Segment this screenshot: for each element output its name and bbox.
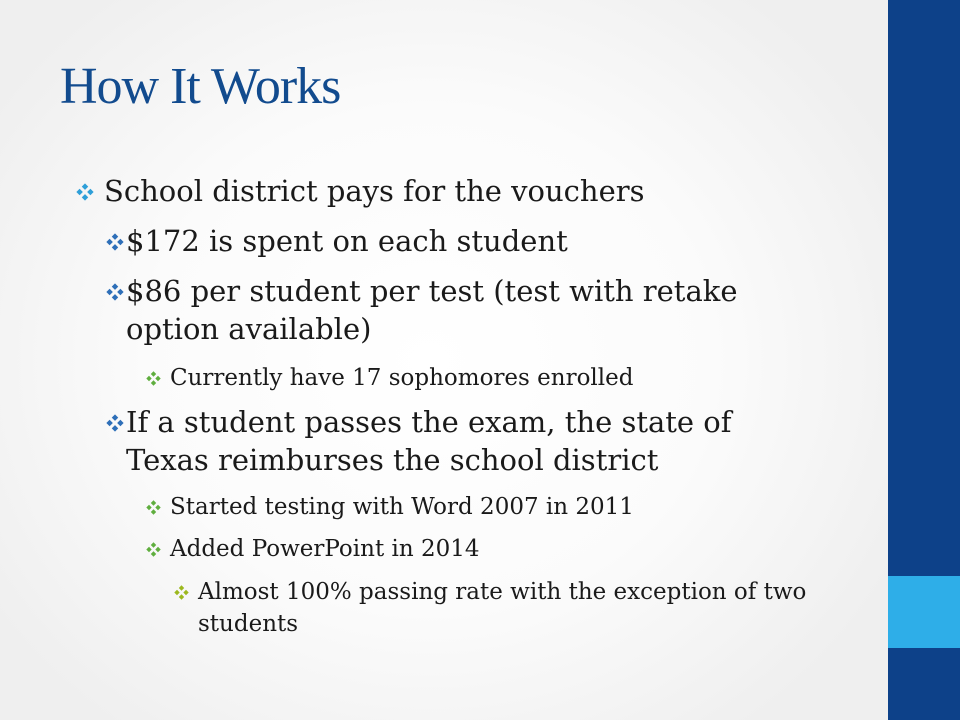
bullet-item-level-3 — [144, 362, 844, 394]
bullet-item-level-3 — [144, 533, 844, 565]
bullet-item-level-4 — [172, 576, 832, 640]
bullet-text: $86 per student per test (test with retake option available) — [126, 274, 738, 346]
bullet-item-level-3 — [144, 491, 844, 523]
diamond-bullet-icon — [172, 576, 198, 608]
bullet-text: Added PowerPoint in 2014 — [170, 536, 480, 562]
diamond-bullet-icon — [144, 362, 170, 394]
diamond-bullet-icon — [104, 272, 126, 310]
bullet-text: Almost 100% passing rate with the exception of two students — [198, 579, 807, 637]
bullet-item-level-1 — [74, 172, 874, 210]
diamond-bullet-icon — [104, 403, 126, 441]
decorative-side-bar-accent — [888, 576, 960, 648]
bullet-item-level-2 — [104, 222, 864, 260]
bullet-text: Currently have 17 sophomores enrolled — [170, 365, 634, 391]
bullet-text: Started testing with Word 2007 in 2011 — [170, 494, 634, 520]
bullet-item-level-2 — [104, 272, 804, 348]
bullet-text: If a student passes the exam, the state of Texas reimburses the school district — [126, 405, 732, 477]
diamond-bullet-icon — [104, 222, 126, 260]
bullet-text: $172 is spent on each student — [126, 224, 568, 258]
bullet-text: School district pays for the vouchers — [104, 174, 645, 208]
diamond-bullet-icon — [144, 491, 170, 523]
bullet-item-level-2 — [104, 403, 804, 479]
slide-title: How It Works — [60, 58, 341, 115]
diamond-bullet-icon — [74, 172, 104, 210]
diamond-bullet-icon — [144, 533, 170, 565]
